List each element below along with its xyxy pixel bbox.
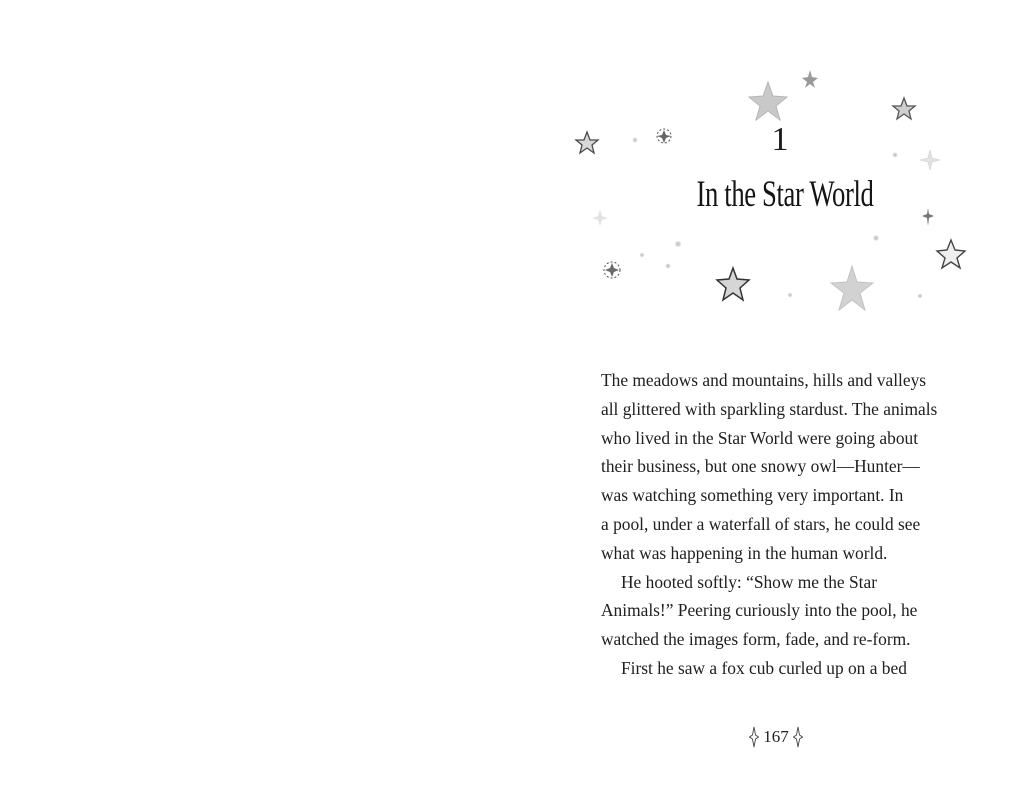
page-number: 167	[763, 727, 789, 746]
text-line: watched the images form, fade, and re-form.	[601, 629, 911, 650]
text-line: First he saw a fox cub curled up on a bed	[621, 657, 907, 678]
text-line: what was happening in the human world.	[601, 542, 888, 563]
text-line: The meadows and mountains, hills and valleys	[601, 370, 927, 390]
text-line: He hooted softly: “Show me the Star	[621, 571, 877, 592]
sparkle-right-icon	[793, 726, 803, 748]
chapter-number: 1	[771, 121, 789, 158]
text-line: their business, but one snowy owl—Hunter—	[601, 456, 920, 477]
body-text	[601, 366, 973, 683]
text-line: was watching something very important. In	[601, 485, 904, 506]
text-line: who lived in the Star World were going about	[601, 427, 919, 448]
text-line: a pool, under a waterfall of stars, he could see	[601, 513, 921, 534]
page-number-footer	[740, 724, 812, 750]
sparkle-left-icon	[749, 726, 759, 748]
text-line: all glittered with sparkling stardust. The animals	[601, 398, 938, 419]
text-line: Animals!” Peering curiously into the pool, he	[601, 600, 918, 621]
chapter-title: In the Star World	[696, 174, 874, 215]
